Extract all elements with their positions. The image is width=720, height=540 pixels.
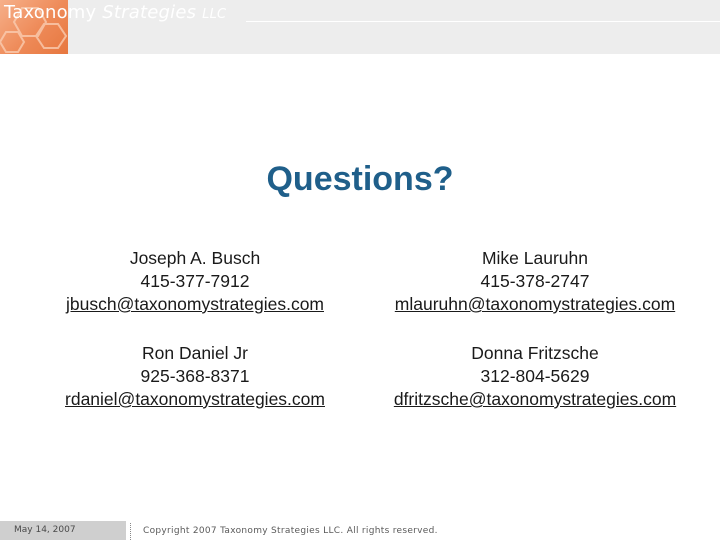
contact-email-link[interactable]: rdaniel@taxonomystrategies.com — [65, 389, 325, 409]
footer-divider — [130, 523, 131, 540]
contact-name: Joseph A. Busch — [129, 248, 261, 268]
contact-name: Donna Fritzsche — [471, 343, 599, 363]
footer-copyright: Copyright 2007 Taxonomy Strategies LLC. All rights reserved. — [143, 526, 438, 536]
contact-email-link[interactable]: mlauruhn@taxonomystrategies.com — [394, 294, 676, 314]
contact-card-busch — [30, 247, 360, 316]
contact-phone: 312-804-5629 — [480, 366, 590, 386]
footer-date: May 14, 2007 — [14, 525, 76, 535]
contact-name: Mike Lauruhn — [481, 248, 589, 268]
contact-card-daniel — [30, 342, 360, 411]
brand-suffix: LLC — [202, 7, 227, 22]
contact-phone: 415-378-2747 — [480, 271, 590, 291]
contact-card-fritzsche — [370, 342, 700, 411]
contact-phone: 415-377-7912 — [140, 271, 250, 291]
contact-email-link[interactable]: jbusch@taxonomystrategies.com — [65, 294, 324, 314]
brand-title — [4, 2, 226, 23]
header-divider — [246, 21, 720, 22]
contact-email-link[interactable]: dfritzsche@taxonomystrategies.com — [393, 389, 677, 409]
contact-phone: 925-368-8371 — [140, 366, 250, 386]
slide-title: Questions? — [266, 160, 454, 198]
contact-name: Ron Daniel Jr — [141, 343, 249, 363]
contact-card-lauruhn — [370, 247, 700, 316]
brand-main: Taxonomy — [4, 2, 97, 23]
brand-accent: Strategies — [102, 2, 197, 23]
